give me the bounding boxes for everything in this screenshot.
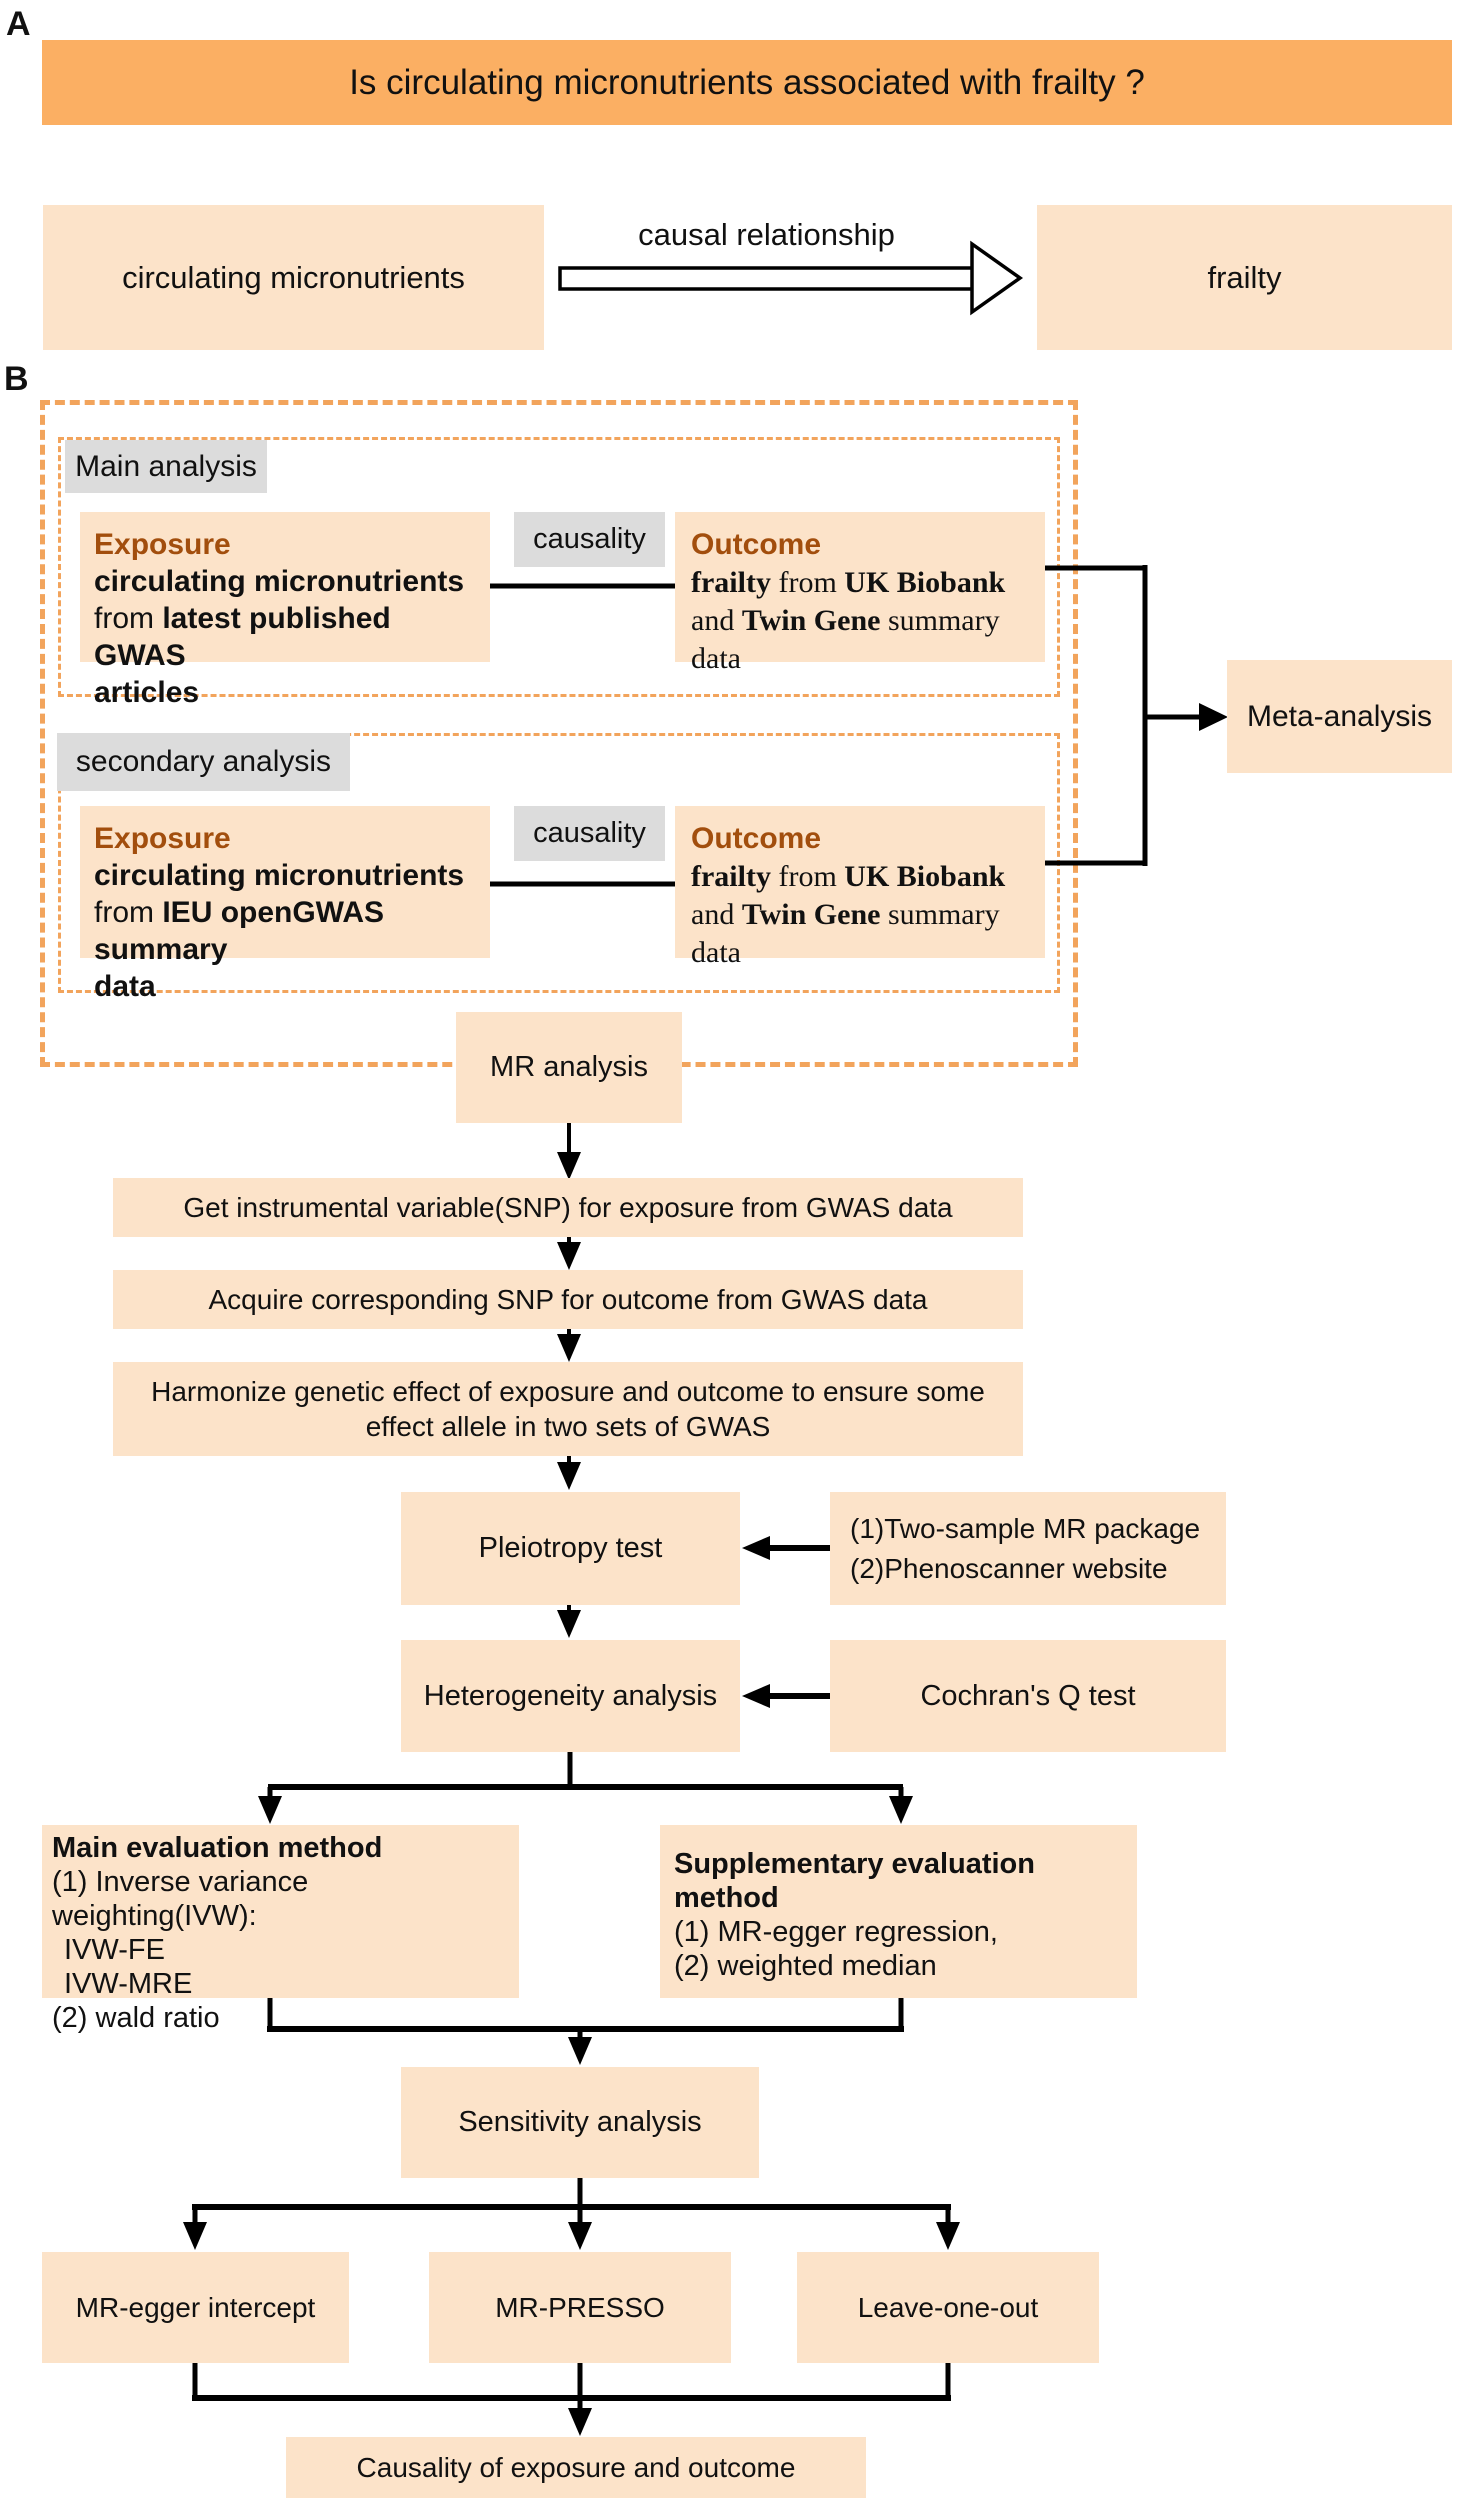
cochran-q-box: Cochran's Q test xyxy=(830,1640,1226,1752)
supplementary-evaluation-title: Supplementary evaluation method xyxy=(674,1847,1035,1914)
step-get-iv-box: Get instrumental variable(SNP) for exposure from GWAS data xyxy=(113,1178,1023,1237)
merge-tests-to-final xyxy=(192,2363,951,2436)
secondary-outcome-title: Outcome xyxy=(691,822,822,855)
arrow-side-to-pleiotropy xyxy=(742,1536,830,1560)
supplementary-evaluation-box: Supplementary evaluation method (1) MR-egger regression, (2) weighted median xyxy=(660,1825,1137,1998)
pleiotropy-tools-box: (1)Two-sample MR package (2)Phenoscanner website xyxy=(830,1492,1226,1605)
mr-presso-box: MR-PRESSO xyxy=(429,2252,731,2363)
meta-analysis-box: Meta-analysis xyxy=(1227,660,1452,773)
branch-sensitivity-to-tests xyxy=(183,2178,960,2250)
mr-analysis-box: MR analysis xyxy=(456,1012,682,1123)
pleiotropy-test-box: Pleiotropy test xyxy=(401,1492,740,1605)
secondary-analysis-label: secondary analysis xyxy=(57,733,350,791)
causal-relationship-label: causal relationship xyxy=(638,217,895,252)
secondary-causality-label: causality xyxy=(514,806,665,861)
question-title-text: Is circulating micronutrients associated with frailty ? xyxy=(349,62,1145,102)
secondary-outcome-box: Outcome frailty from UK Biobank and Twin Gene summary data xyxy=(675,806,1045,958)
panel-b-label: B xyxy=(4,360,29,398)
meta-arrow xyxy=(1145,703,1228,731)
sensitivity-analysis-box: Sensitivity analysis xyxy=(401,2067,759,2178)
arrow-mr-to-step1 xyxy=(557,1123,581,1180)
mr-egger-intercept-box: MR-egger intercept xyxy=(42,2252,349,2363)
step-harmonize-box: Harmonize genetic effect of exposure and outcome to ensure some effect allele in two sets of GWAS xyxy=(113,1362,1023,1456)
main-evaluation-box: Main evaluation method (1) Inverse variance weighting(IVW): IVW-FE IVW-MRE (2) wald ratio xyxy=(42,1825,519,1998)
secondary-exposure-title: Exposure xyxy=(94,822,231,855)
main-outcome-box: Outcome frailty from UK Biobank and Twin Gene summary data xyxy=(675,512,1045,662)
main-outcome-title: Outcome xyxy=(691,528,822,561)
secondary-exposure-box: Exposure circulating micronutrients from IEU openGWAS summary data xyxy=(80,806,490,958)
panel-a-frailty-box xyxy=(1037,205,1452,350)
arrow-step3-to-pleiotropy xyxy=(557,1456,581,1490)
branch-heterogeneity-to-eval xyxy=(258,1752,913,1824)
arrow-step2-to-step3 xyxy=(557,1329,581,1362)
panel-a-exposure-box xyxy=(43,205,544,350)
panel-a-label: A xyxy=(6,5,31,43)
main-exposure-box: Exposure circulating micronutrients from latest published GWAS articles xyxy=(80,512,490,662)
main-causality-label: causality xyxy=(514,512,665,567)
main-exposure-title: Exposure xyxy=(94,528,231,561)
final-causality-box: Causality of exposure and outcome xyxy=(286,2437,866,2498)
question-title-bar xyxy=(42,40,1452,125)
panel-a-exposure-text: circulating micronutrients xyxy=(122,259,465,295)
main-analysis-label: Main analysis xyxy=(65,440,267,493)
arrow-pleiotropy-to-heterogeneity xyxy=(557,1605,581,1638)
arrow-cochran-to-heterogeneity xyxy=(742,1684,830,1708)
step-acquire-snp-box: Acquire corresponding SNP for outcome from GWAS data xyxy=(113,1270,1023,1329)
leave-one-out-box: Leave-one-out xyxy=(797,2252,1099,2363)
heterogeneity-box: Heterogeneity analysis xyxy=(401,1640,740,1752)
panel-a-frailty-text: frailty xyxy=(1207,259,1282,295)
arrow-step1-to-step2 xyxy=(557,1237,581,1270)
main-evaluation-title: Main evaluation method xyxy=(52,1832,383,1864)
